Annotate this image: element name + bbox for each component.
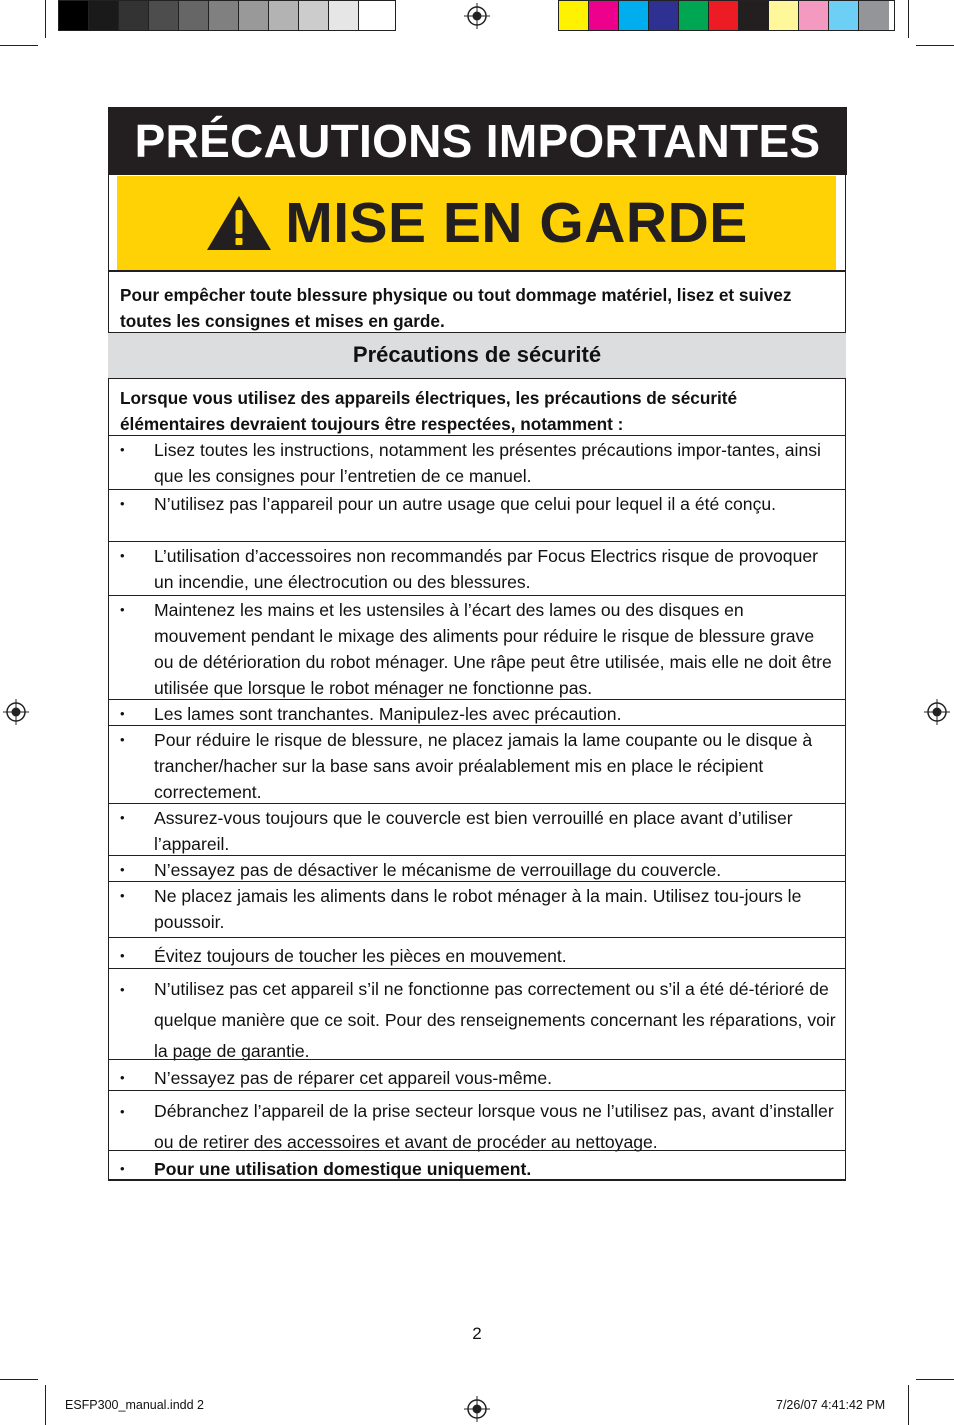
list-item — [108, 1090, 846, 1150]
bullet-icon: • — [120, 1161, 125, 1176]
bullet-icon: • — [120, 948, 125, 963]
color-swatch — [679, 1, 709, 30]
list-item — [108, 937, 846, 968]
bullet-icon: • — [120, 810, 125, 825]
page-title: PRÉCAUTIONS IMPORTANTES — [108, 107, 847, 175]
color-swatch — [299, 1, 329, 30]
color-swatch — [589, 1, 619, 30]
list-item-text: Débranchez l’appareil de la prise secteur lorsque vous ne l’utilisez pas, avant d’installer ou de retirer des accessoires et avant de procéder au nettoyage. — [154, 1101, 834, 1152]
color-swatch — [559, 1, 589, 30]
page-number: 2 — [472, 1324, 482, 1343]
section-intro: Lorsque vous utilisez des appareils électriques, les précautions de sécurité élémentaires devraient toujours être respectées, notamment : — [108, 378, 846, 435]
list-item — [108, 725, 846, 803]
color-swatch — [619, 1, 649, 30]
color-swatch — [149, 1, 179, 30]
precautions-table — [108, 270, 846, 1181]
list-item-text: Pour une utilisation domestique uniquement. — [154, 1159, 532, 1179]
color-swatch — [119, 1, 149, 30]
color-swatch — [329, 1, 359, 30]
list-item — [108, 1150, 846, 1181]
color-swatch — [769, 1, 799, 30]
color-swatch — [359, 1, 389, 30]
warning-banner — [117, 176, 836, 270]
list-item-text: Pour réduire le risque de blessure, ne placez jamais la lame coupante ou le disque à trancher/hacher sur la base sans avoir préalablement mis en place le récipient correctement. — [154, 730, 813, 802]
list-item — [108, 855, 846, 881]
color-swatch — [59, 1, 89, 30]
grayscale-color-bar — [58, 0, 396, 31]
color-swatch — [179, 1, 209, 30]
list-item — [108, 803, 846, 855]
crop-mark — [45, 0, 46, 38]
section-title: Précautions de sécurité — [108, 332, 846, 378]
list-item-text: Évitez toujours de toucher les pièces en mouvement. — [154, 946, 567, 966]
list-item — [108, 489, 846, 541]
crop-mark — [916, 45, 954, 46]
list-item — [108, 699, 846, 725]
list-item-text: N’utilisez pas l’appareil pour un autre usage que celui pour lequel il a été conçu. — [154, 494, 777, 514]
color-swatch — [829, 1, 859, 30]
crop-mark — [0, 1379, 38, 1380]
list-item — [108, 881, 846, 937]
list-item — [108, 595, 846, 699]
bullet-icon: • — [120, 1104, 125, 1119]
list-item-text: Ne placez jamais les aliments dans le robot ménager à la main. Utilisez tou-jours le poussoir. — [154, 886, 802, 932]
bullet-icon: • — [120, 1070, 125, 1085]
list-item — [108, 435, 846, 489]
color-swatch — [739, 1, 769, 30]
list-item-text: Maintenez les mains et les ustensiles à l’écart des lames ou des disques en mouvement pendant le mixage des aliments pour réduire le risque de blessure grave ou de détérioration du robot ménager. Une râpe peut être utilisée, mais elle ne doit être utilisée que lorsque le robot ménager ne fonctionne pas. — [154, 600, 832, 698]
bullet-icon: • — [120, 496, 125, 511]
registration-mark-icon — [3, 699, 29, 725]
crop-mark — [908, 0, 909, 38]
crop-mark — [916, 1379, 954, 1380]
list-item-text: Lisez toutes les instructions, notamment les présentes précautions impor-tantes, ainsi que les consignes pour l’entretien de ce manuel. — [154, 440, 821, 486]
list-item-text: N’utilisez pas cet appareil s’il ne fonctionne pas correctement ou s’il a été dé-térioré de quelque manière que ce soit. Pour des renseignements concernant les réparations, voir la page de garantie. — [154, 979, 836, 1061]
bullet-icon: • — [120, 732, 125, 747]
color-swatch — [239, 1, 269, 30]
color-swatch — [709, 1, 739, 30]
color-swatch — [799, 1, 829, 30]
warning-label: MISE EN GARDE — [285, 191, 748, 255]
intro-text: Pour empêcher toute blessure physique ou tout dommage matériel, lisez et suivez toutes les consignes et mises en garde. — [120, 285, 792, 331]
color-swatch — [89, 1, 119, 30]
list-item-text: Assurez-vous toujours que le couvercle est bien verrouillé en place avant d’utiliser l’appareil. — [154, 808, 793, 854]
color-swatch — [859, 1, 889, 30]
registration-mark-icon — [464, 1396, 490, 1422]
list-item — [108, 541, 846, 595]
color-swatch — [269, 1, 299, 30]
warning-triangle-icon — [205, 194, 273, 252]
registration-mark-icon — [924, 699, 950, 725]
process-color-bar — [558, 0, 895, 31]
crop-mark — [0, 45, 38, 46]
color-swatch — [649, 1, 679, 30]
crop-mark — [908, 1385, 909, 1425]
bullet-icon: • — [120, 442, 125, 457]
bullet-icon: • — [120, 548, 125, 563]
list-item — [108, 1059, 846, 1090]
bullet-icon: • — [120, 862, 125, 877]
crop-mark — [45, 1385, 46, 1425]
bullet-icon: • — [120, 888, 125, 903]
list-item-text: L’utilisation d’accessoires non recommandés par Focus Electrics risque de provoquer un incendie, une électrocution ou des blessures. — [154, 546, 819, 592]
list-item-text: Les lames sont tranchantes. Manipulez-les avec précaution. — [154, 704, 622, 724]
bullet-icon: • — [120, 982, 125, 997]
color-swatch — [209, 1, 239, 30]
footer-timestamp: 7/26/07 4:41:42 PM — [776, 1398, 886, 1412]
footer-file-name: ESFP300_manual.indd 2 — [65, 1398, 204, 1412]
list-item-text: N’essayez pas de réparer cet appareil vous-même. — [154, 1068, 552, 1088]
list-item — [108, 968, 846, 1059]
list-item-text: N’essayez pas de désactiver le mécanisme de verrouillage du couvercle. — [154, 860, 722, 880]
bullet-icon: • — [120, 602, 125, 617]
registration-mark-icon — [464, 3, 490, 29]
bullet-icon: • — [120, 706, 125, 721]
